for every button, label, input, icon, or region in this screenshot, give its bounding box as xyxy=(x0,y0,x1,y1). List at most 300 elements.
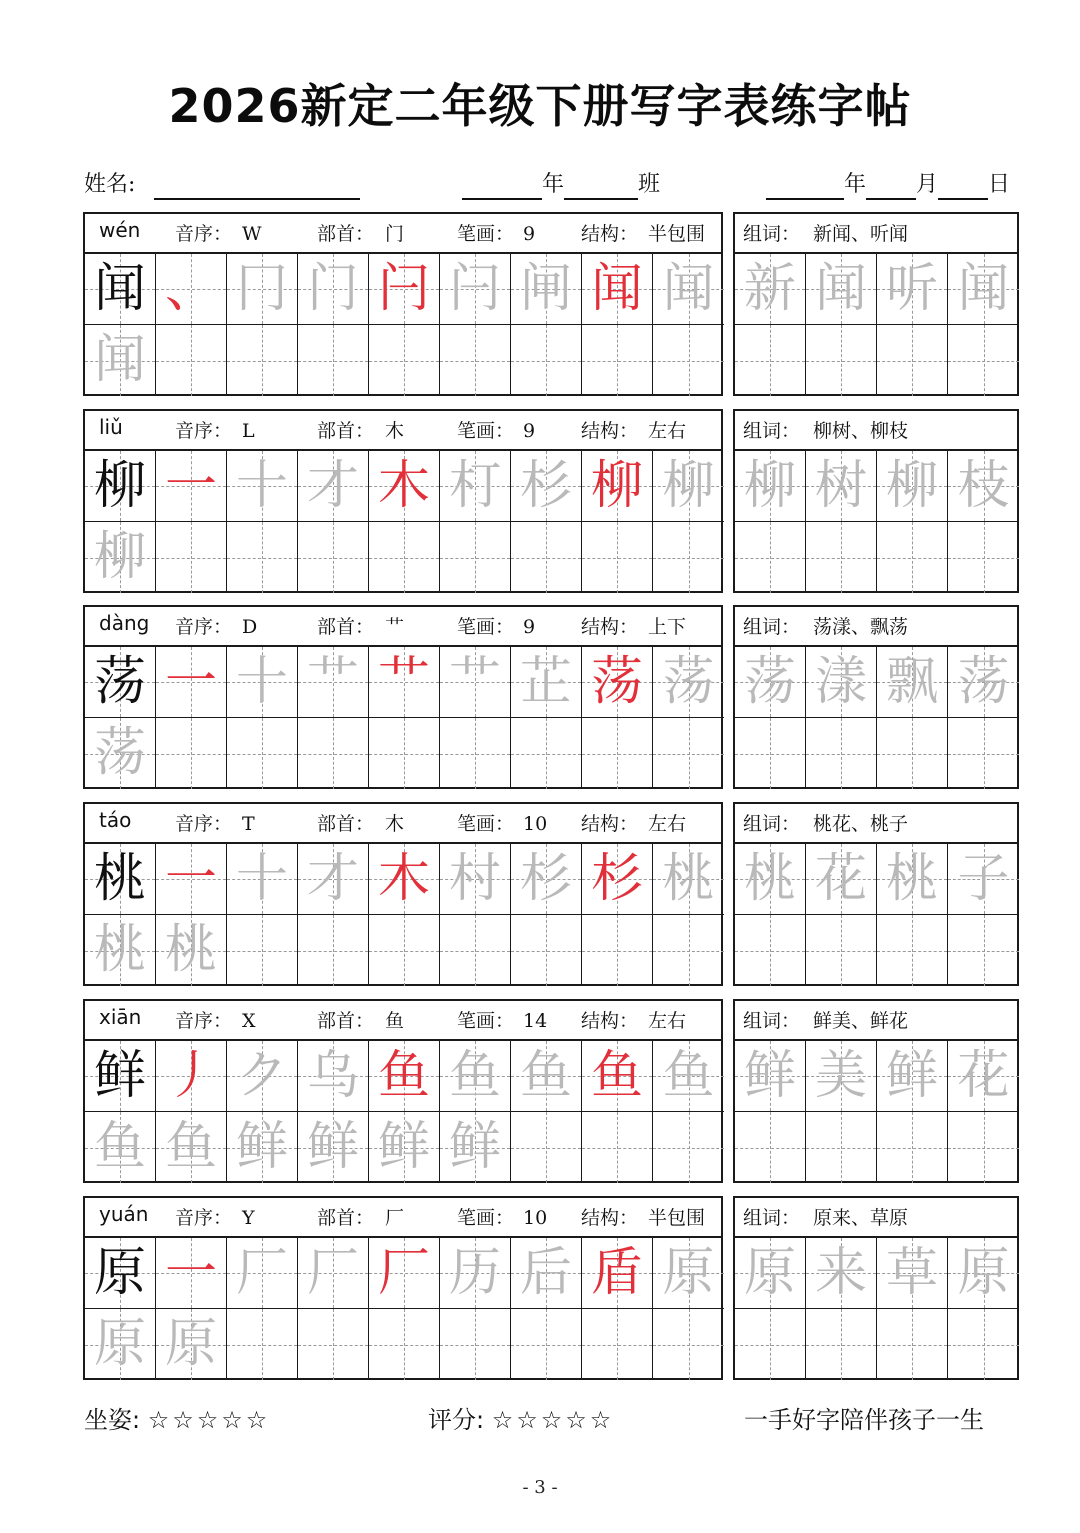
stroke-practice-box xyxy=(83,409,723,593)
word-practice-box xyxy=(733,605,1019,789)
pinyin: yuán xyxy=(99,1202,149,1226)
structure-value: 左右 xyxy=(648,420,687,442)
word-info-row xyxy=(735,1198,1017,1238)
strokes-value: 10 xyxy=(523,813,548,835)
writing-cell[interactable] xyxy=(440,718,511,789)
writing-cell[interactable] xyxy=(653,1041,724,1112)
writing-cell[interactable] xyxy=(511,1238,582,1309)
grade-blank[interactable] xyxy=(462,176,542,200)
writing-cell[interactable] xyxy=(440,522,511,593)
writing-cell[interactable] xyxy=(298,844,369,915)
class-blank[interactable] xyxy=(564,176,638,200)
structure-label: 结构： xyxy=(581,420,639,442)
word-cell[interactable] xyxy=(948,718,1019,789)
char-info-row xyxy=(85,607,721,647)
word-cell[interactable] xyxy=(948,1309,1019,1380)
name-field[interactable] xyxy=(84,170,360,202)
char-block xyxy=(83,605,1019,791)
word-cell[interactable] xyxy=(948,915,1019,986)
structure-label: 结构： xyxy=(581,616,639,638)
pinyin: dàng xyxy=(99,611,150,635)
char-info-row xyxy=(85,804,721,844)
writing-cell[interactable] xyxy=(369,647,440,718)
word-trace-char: 鲜 xyxy=(743,1046,796,1106)
strokes-value: 9 xyxy=(523,223,536,245)
writing-cell[interactable] xyxy=(298,915,369,986)
word-cell[interactable] xyxy=(806,1041,877,1112)
year-label: 年 xyxy=(844,172,867,197)
radical-value: 木 xyxy=(385,813,405,835)
writing-cell[interactable] xyxy=(298,522,369,593)
writing-cell[interactable] xyxy=(298,1041,369,1112)
words-value: 原来、草原 xyxy=(813,1207,909,1229)
writing-cell[interactable] xyxy=(440,647,511,718)
writing-cell[interactable] xyxy=(298,325,369,396)
word-cell[interactable] xyxy=(948,325,1019,396)
trace-char: 柳 xyxy=(93,527,146,587)
word-cell[interactable] xyxy=(806,325,877,396)
strokes-label: 笔画： xyxy=(457,813,515,835)
writing-cell[interactable] xyxy=(156,915,227,986)
char-info-row xyxy=(85,411,721,451)
word-cell[interactable] xyxy=(877,522,948,593)
writing-cell[interactable] xyxy=(156,325,227,396)
word-cell[interactable] xyxy=(735,325,806,396)
strokes-value: 10 xyxy=(523,1207,548,1229)
strokes-label: 笔画： xyxy=(457,1010,515,1032)
page-number: - 3 - xyxy=(522,1477,558,1498)
writing-cell[interactable] xyxy=(511,254,582,325)
word-cell[interactable] xyxy=(948,844,1019,915)
trace-char: 荡 xyxy=(93,723,146,783)
words-label: 组词： xyxy=(743,420,801,442)
writing-cell[interactable] xyxy=(511,844,582,915)
writing-cell[interactable] xyxy=(440,325,511,396)
word-cell[interactable] xyxy=(806,451,877,522)
date-field[interactable] xyxy=(766,170,1010,202)
class-label: 班 xyxy=(638,172,661,197)
stroke-practice-box xyxy=(83,802,723,986)
writing-cell[interactable] xyxy=(582,844,653,915)
writing-cell[interactable] xyxy=(440,1112,511,1183)
writing-cell[interactable] xyxy=(653,1309,724,1380)
words-label: 组词： xyxy=(743,1207,801,1229)
writing-cell[interactable] xyxy=(440,1041,511,1112)
writing-cell[interactable] xyxy=(369,1309,440,1380)
writing-cell[interactable] xyxy=(511,1309,582,1380)
word-cell[interactable] xyxy=(877,844,948,915)
writing-cell[interactable] xyxy=(369,1041,440,1112)
word-cell[interactable] xyxy=(877,1041,948,1112)
writing-cell[interactable] xyxy=(85,1112,156,1183)
writing-cell[interactable] xyxy=(582,1112,653,1183)
month-label: 月 xyxy=(916,172,939,197)
stroke-step-char: 一 xyxy=(164,456,217,516)
order-value: Y xyxy=(242,1207,255,1229)
stroke-step-char: 艹 xyxy=(448,652,501,712)
writing-cell[interactable] xyxy=(298,451,369,522)
stroke-step-char: 鱼 xyxy=(377,1046,430,1106)
model-char: 荡 xyxy=(93,652,146,712)
writing-cell[interactable] xyxy=(298,1112,369,1183)
stroke-step-char: 朾 xyxy=(448,456,501,516)
stroke-step-char: 杉 xyxy=(590,849,643,909)
score-stars[interactable]: ☆☆☆☆☆ xyxy=(491,1406,615,1434)
trace-char: 闻 xyxy=(93,330,146,390)
writing-cell[interactable] xyxy=(85,325,156,396)
strokes-label: 笔画： xyxy=(457,223,515,245)
writing-cell[interactable] xyxy=(227,1309,298,1380)
order-label: 音序： xyxy=(175,420,233,442)
trace-char: 鲜 xyxy=(235,1117,288,1177)
writing-cell[interactable] xyxy=(582,915,653,986)
name-blank[interactable] xyxy=(154,176,360,200)
writing-cell[interactable] xyxy=(85,1238,156,1309)
writing-cell[interactable] xyxy=(85,451,156,522)
stroke-step-char: 一 xyxy=(164,1243,217,1303)
writing-cell[interactable] xyxy=(653,718,724,789)
stroke-step-char: 木 xyxy=(377,456,430,516)
writing-cell[interactable] xyxy=(653,254,724,325)
writing-cell[interactable] xyxy=(227,915,298,986)
writing-cell[interactable] xyxy=(511,451,582,522)
word-cell[interactable] xyxy=(948,1112,1019,1183)
writing-cell[interactable] xyxy=(440,1309,511,1380)
word-trace-char: 原 xyxy=(743,1243,796,1303)
stroke-step-char: 乌 xyxy=(306,1046,359,1106)
writing-cell[interactable] xyxy=(440,915,511,986)
strokes-label: 笔画： xyxy=(457,616,515,638)
words-value: 柳树、柳枝 xyxy=(813,420,909,442)
words-label: 组词： xyxy=(743,813,801,835)
word-cell[interactable] xyxy=(948,1041,1019,1112)
word-cell[interactable] xyxy=(877,451,948,522)
page-title: 2026新定二年级下册写字表练字帖 xyxy=(168,79,912,133)
writing-cell[interactable] xyxy=(511,1041,582,1112)
stroke-practice-box xyxy=(83,1196,723,1380)
order-label: 音序： xyxy=(175,813,233,835)
writing-cell[interactable] xyxy=(369,522,440,593)
writing-cell[interactable] xyxy=(582,647,653,718)
stroke-step-char: 杉 xyxy=(519,849,572,909)
word-cell[interactable] xyxy=(735,1112,806,1183)
writing-cell[interactable] xyxy=(85,522,156,593)
word-cell[interactable] xyxy=(948,451,1019,522)
writing-cell[interactable] xyxy=(440,1238,511,1309)
stroke-step-char: 一 xyxy=(164,652,217,712)
writing-cell[interactable] xyxy=(582,254,653,325)
radical-value: 艹 xyxy=(385,616,405,638)
writing-cell[interactable] xyxy=(156,647,227,718)
word-cell[interactable] xyxy=(735,1238,806,1309)
stroke-step-char: 后 xyxy=(519,1243,572,1303)
writing-cell[interactable] xyxy=(369,254,440,325)
writing-cell[interactable] xyxy=(369,325,440,396)
writing-cell[interactable] xyxy=(85,647,156,718)
trace-char: 鱼 xyxy=(93,1117,146,1177)
writing-cell[interactable] xyxy=(85,1041,156,1112)
word-trace-char: 树 xyxy=(814,456,867,516)
month-blank[interactable] xyxy=(866,176,916,200)
writing-cell[interactable] xyxy=(156,1112,227,1183)
word-cell[interactable] xyxy=(735,915,806,986)
trace-char: 原 xyxy=(93,1314,146,1374)
writing-cell[interactable] xyxy=(440,254,511,325)
radical-label: 部首： xyxy=(317,420,375,442)
word-cell[interactable] xyxy=(877,718,948,789)
day-label: 日 xyxy=(988,172,1011,197)
word-cell[interactable] xyxy=(735,647,806,718)
stroke-step-char: 十 xyxy=(235,456,288,516)
word-grid xyxy=(735,647,1017,789)
word-trace-char: 子 xyxy=(957,849,1010,909)
writing-cell[interactable] xyxy=(298,1309,369,1380)
char-block xyxy=(83,409,1019,595)
model-char: 鲜 xyxy=(93,1046,146,1106)
score-rating xyxy=(428,1403,614,1437)
word-cell[interactable] xyxy=(806,844,877,915)
word-practice-box xyxy=(733,999,1019,1183)
word-info-row xyxy=(735,804,1017,844)
writing-cell[interactable] xyxy=(369,451,440,522)
writing-cell[interactable] xyxy=(156,1238,227,1309)
tianzige-grid xyxy=(85,844,721,986)
writing-cell[interactable] xyxy=(653,1112,724,1183)
writing-cell[interactable] xyxy=(227,1238,298,1309)
trace-char: 桃 xyxy=(93,920,146,980)
order-label: 音序： xyxy=(175,1010,233,1032)
trace-char: 鲜 xyxy=(448,1117,501,1177)
writing-cell[interactable] xyxy=(582,1041,653,1112)
word-trace-char: 荡 xyxy=(957,652,1010,712)
writing-cell[interactable] xyxy=(511,325,582,396)
word-cell[interactable] xyxy=(948,522,1019,593)
word-cell[interactable] xyxy=(806,718,877,789)
writing-cell[interactable] xyxy=(156,1041,227,1112)
writing-cell[interactable] xyxy=(298,718,369,789)
strokes-value: 9 xyxy=(523,616,536,638)
word-practice-box xyxy=(733,1196,1019,1380)
writing-cell[interactable] xyxy=(582,1309,653,1380)
stroke-practice-box xyxy=(83,605,723,789)
word-trace-char: 听 xyxy=(885,259,938,319)
char-block xyxy=(83,1196,1019,1382)
writing-cell[interactable] xyxy=(653,915,724,986)
word-cell[interactable] xyxy=(735,522,806,593)
word-grid xyxy=(735,1041,1017,1183)
word-cell[interactable] xyxy=(806,1309,877,1380)
stroke-step-char: 柳 xyxy=(590,456,643,516)
order-value: L xyxy=(242,420,255,442)
grade-class-field[interactable] xyxy=(462,170,660,202)
writing-cell[interactable] xyxy=(156,844,227,915)
writing-cell[interactable] xyxy=(85,254,156,325)
word-cell[interactable] xyxy=(877,325,948,396)
posture-stars[interactable]: ☆☆☆☆☆ xyxy=(147,1406,271,1434)
writing-cell[interactable] xyxy=(85,718,156,789)
word-trace-char: 原 xyxy=(957,1243,1010,1303)
structure-value: 半包围 xyxy=(648,223,706,245)
word-cell[interactable] xyxy=(806,915,877,986)
writing-cell[interactable] xyxy=(653,1238,724,1309)
strokes-label: 笔画： xyxy=(457,420,515,442)
strokes-label: 笔画： xyxy=(457,1207,515,1229)
writing-cell[interactable] xyxy=(582,718,653,789)
word-cell[interactable] xyxy=(877,1238,948,1309)
year-blank[interactable] xyxy=(766,176,844,200)
word-cell[interactable] xyxy=(735,254,806,325)
stroke-step-char: 鱼 xyxy=(448,1046,501,1106)
stroke-step-char: 十 xyxy=(235,849,288,909)
word-cell[interactable] xyxy=(806,1112,877,1183)
order-label: 音序： xyxy=(175,223,233,245)
word-trace-char: 闻 xyxy=(957,259,1010,319)
writing-cell[interactable] xyxy=(511,718,582,789)
word-trace-char: 枝 xyxy=(957,456,1010,516)
posture-rating xyxy=(84,1403,270,1437)
word-trace-char: 飘 xyxy=(885,652,938,712)
word-cell[interactable] xyxy=(806,254,877,325)
day-blank[interactable] xyxy=(938,176,988,200)
writing-cell[interactable] xyxy=(156,451,227,522)
word-cell[interactable] xyxy=(735,1041,806,1112)
radical-value: 鱼 xyxy=(385,1010,405,1032)
writing-cell[interactable] xyxy=(511,1112,582,1183)
writing-cell[interactable] xyxy=(85,1309,156,1380)
writing-cell[interactable] xyxy=(653,844,724,915)
stroke-step-char: 十 xyxy=(235,652,288,712)
stroke-step-char: ク xyxy=(235,1046,288,1106)
stroke-step-char: 鱼 xyxy=(662,1046,715,1106)
stroke-step-char: 闻 xyxy=(590,259,643,319)
order-value: D xyxy=(242,616,258,638)
writing-cell[interactable] xyxy=(298,1238,369,1309)
writing-cell[interactable] xyxy=(227,325,298,396)
writing-cell[interactable] xyxy=(582,325,653,396)
slogan: 一手好字陪伴孩子一生 xyxy=(744,1406,984,1434)
stroke-practice-box xyxy=(83,212,723,396)
word-cell[interactable] xyxy=(735,844,806,915)
word-trace-char: 柳 xyxy=(885,456,938,516)
writing-cell[interactable] xyxy=(582,1238,653,1309)
writing-cell[interactable] xyxy=(369,915,440,986)
order-value: W xyxy=(242,223,262,245)
char-block xyxy=(83,212,1019,398)
model-char: 柳 xyxy=(93,456,146,516)
word-trace-char: 花 xyxy=(814,849,867,909)
writing-cell[interactable] xyxy=(582,451,653,522)
word-cell[interactable] xyxy=(877,915,948,986)
writing-cell[interactable] xyxy=(440,844,511,915)
radical-label: 部首： xyxy=(317,1010,375,1032)
word-cell[interactable] xyxy=(806,647,877,718)
writing-cell[interactable] xyxy=(227,718,298,789)
pinyin: liǔ xyxy=(99,415,123,439)
writing-cell[interactable] xyxy=(653,325,724,396)
writing-cell[interactable] xyxy=(653,647,724,718)
structure-label: 结构： xyxy=(581,1207,639,1229)
word-trace-char: 荡 xyxy=(743,652,796,712)
writing-cell[interactable] xyxy=(156,254,227,325)
word-cell[interactable] xyxy=(948,1238,1019,1309)
writing-cell[interactable] xyxy=(369,1112,440,1183)
word-cell[interactable] xyxy=(877,647,948,718)
word-cell[interactable] xyxy=(948,254,1019,325)
stroke-step-char: 杉 xyxy=(519,456,572,516)
word-cell[interactable] xyxy=(735,451,806,522)
writing-cell[interactable] xyxy=(298,254,369,325)
word-cell[interactable] xyxy=(877,1112,948,1183)
writing-cell[interactable] xyxy=(156,522,227,593)
word-grid xyxy=(735,1238,1017,1380)
word-cell[interactable] xyxy=(735,718,806,789)
writing-cell[interactable] xyxy=(511,647,582,718)
stroke-step-char: 、 xyxy=(164,259,217,319)
strokes-value: 14 xyxy=(523,1010,548,1032)
word-cell[interactable] xyxy=(806,1238,877,1309)
word-trace-char: 来 xyxy=(814,1243,867,1303)
stroke-step-char: 闸 xyxy=(519,259,572,319)
writing-cell[interactable] xyxy=(227,1041,298,1112)
word-cell[interactable] xyxy=(806,522,877,593)
writing-cell[interactable] xyxy=(156,1309,227,1380)
writing-cell[interactable] xyxy=(227,451,298,522)
writing-cell[interactable] xyxy=(227,522,298,593)
writing-cell[interactable] xyxy=(511,522,582,593)
writing-cell[interactable] xyxy=(582,522,653,593)
word-cell[interactable] xyxy=(735,1309,806,1380)
writing-cell[interactable] xyxy=(85,844,156,915)
writing-cell[interactable] xyxy=(227,844,298,915)
writing-cell[interactable] xyxy=(369,844,440,915)
writing-cell[interactable] xyxy=(227,254,298,325)
writing-cell[interactable] xyxy=(369,1238,440,1309)
writing-cell[interactable] xyxy=(653,451,724,522)
writing-cell[interactable] xyxy=(511,915,582,986)
writing-cell[interactable] xyxy=(653,522,724,593)
stroke-step-char: 柳 xyxy=(662,456,715,516)
word-cell[interactable] xyxy=(877,1309,948,1380)
tianzige-grid xyxy=(85,647,721,789)
stroke-step-char: 门 xyxy=(306,259,359,319)
structure-value: 左右 xyxy=(648,813,687,835)
stroke-step-char: 艹 xyxy=(306,652,359,712)
stroke-step-char: 厂 xyxy=(377,1243,430,1303)
writing-cell[interactable] xyxy=(156,718,227,789)
writing-cell[interactable] xyxy=(440,451,511,522)
writing-cell[interactable] xyxy=(227,1112,298,1183)
stroke-step-char: 艹 xyxy=(377,652,430,712)
word-cell[interactable] xyxy=(948,647,1019,718)
stroke-step-char: 闻 xyxy=(662,259,715,319)
words-label: 组词： xyxy=(743,616,801,638)
word-grid xyxy=(735,844,1017,986)
writing-cell[interactable] xyxy=(369,718,440,789)
words-label: 组词： xyxy=(743,1010,801,1032)
writing-cell[interactable] xyxy=(298,647,369,718)
word-cell[interactable] xyxy=(877,254,948,325)
structure-label: 结构： xyxy=(581,223,639,245)
char-block xyxy=(83,802,1019,988)
writing-cell[interactable] xyxy=(227,647,298,718)
structure-label: 结构： xyxy=(581,813,639,835)
writing-cell[interactable] xyxy=(85,915,156,986)
word-practice-box xyxy=(733,802,1019,986)
stroke-step-char: 荡 xyxy=(662,652,715,712)
stroke-step-char: 才 xyxy=(306,456,359,516)
tianzige-grid xyxy=(85,1041,721,1183)
grade-label: 年 xyxy=(542,172,565,197)
